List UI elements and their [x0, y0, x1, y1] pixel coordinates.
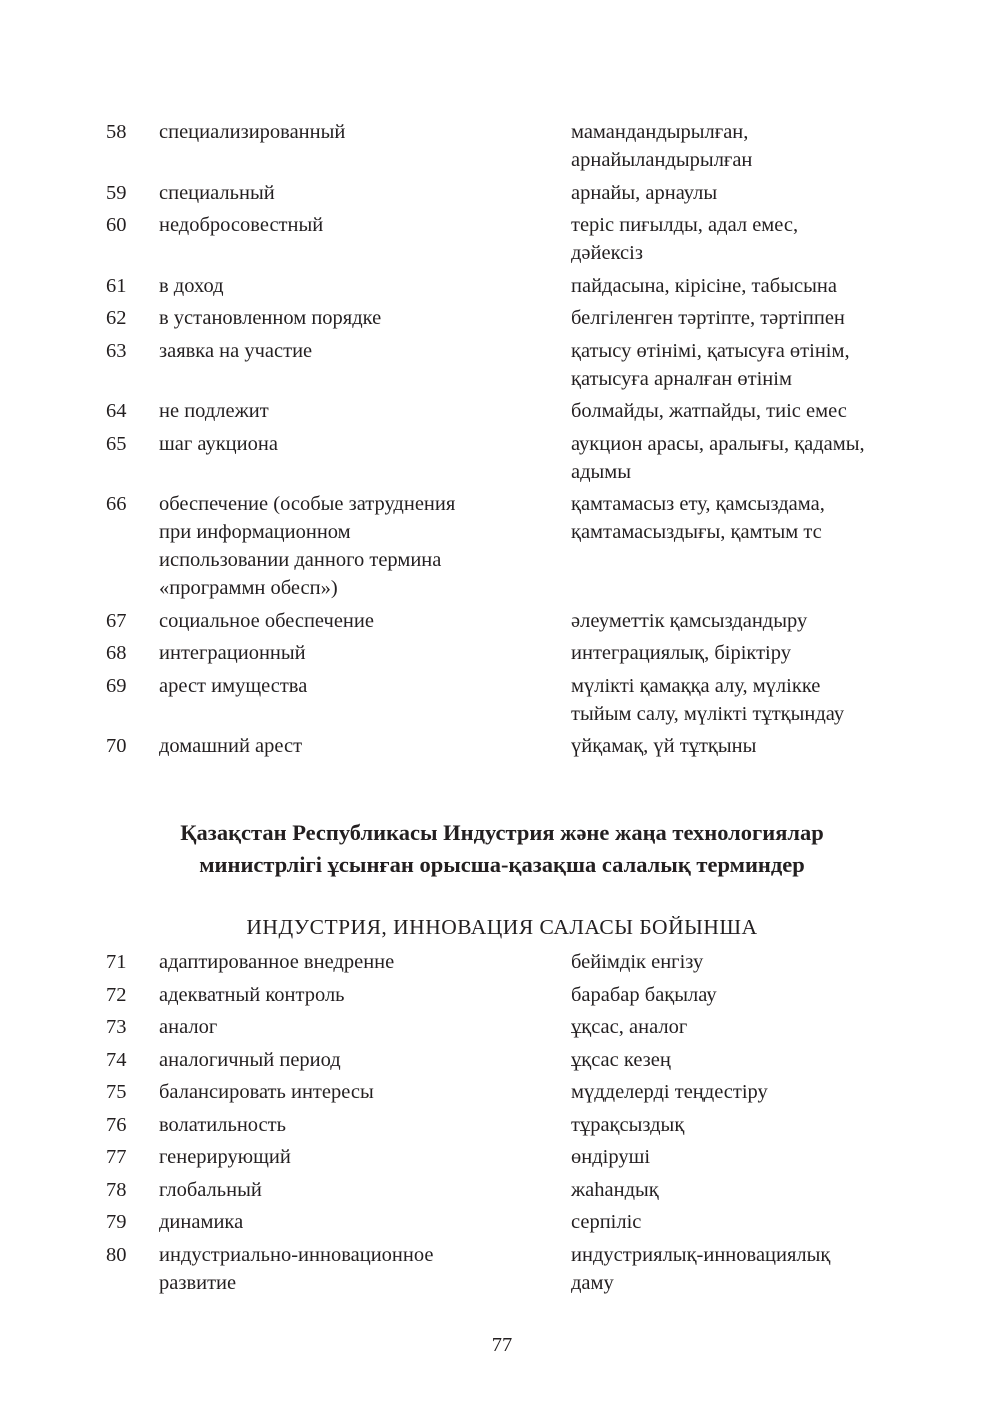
term-row: [106, 179, 926, 207]
term-kazakh: белгіленген тәртіпте, тәртіппен: [571, 307, 845, 329]
term-row: [106, 1046, 926, 1074]
term-russian: адаптированное внедренне: [159, 951, 395, 973]
term-kazakh: қатысу өтінімі, қатысуға өтінім, қатысуға арналған өтінім: [571, 339, 850, 390]
term-russian: шаг аукциона: [159, 432, 278, 455]
term-kazakh: индустриялық-инновациялық даму: [571, 1243, 831, 1294]
term-number: 66: [106, 493, 127, 515]
term-number: 73: [106, 1016, 127, 1038]
term-row: [106, 118, 926, 174]
term-row: [106, 490, 926, 602]
term-number: 80: [106, 1243, 127, 1266]
term-number: 79: [106, 1211, 127, 1233]
term-number: 62: [106, 307, 127, 329]
term-number: 67: [106, 609, 127, 632]
term-number: 58: [106, 121, 127, 143]
term-row: [106, 337, 926, 393]
term-kazakh: интеграциялық, біріктіру: [571, 642, 791, 664]
term-russian: динамика: [159, 1211, 244, 1233]
term-russian: аналог: [159, 1016, 218, 1038]
section-title: Қазақстан Республикасы Индустрия және жаңа технологиялар министрлігі ұсынған орысша-қазақша салалық терминдер: [180, 820, 824, 877]
term-row: [106, 211, 926, 267]
term-row: [106, 1208, 926, 1236]
term-russian: социальное обеспечение: [159, 609, 374, 632]
term-row: [106, 1241, 926, 1297]
term-russian: в установленном порядке: [159, 307, 382, 329]
term-row: [106, 981, 926, 1009]
term-kazakh: пайдасына, кірісіне, табысына: [571, 274, 837, 297]
term-row: [106, 1176, 926, 1204]
term-russian: балансировать интересы: [159, 1081, 374, 1103]
term-kazakh: қамтамасыз ету, қамсыздама, қамтамасыздығы, қамтым тс: [571, 493, 825, 543]
term-number: 59: [106, 181, 127, 204]
term-russian: арест имущества: [159, 674, 308, 697]
term-number: 65: [106, 432, 127, 455]
term-kazakh: мамандандырылған, арнайыландырылған: [571, 121, 753, 171]
terms-table-industry: [106, 948, 926, 1301]
term-number: 78: [106, 1178, 127, 1201]
term-russian: специальный: [159, 181, 275, 204]
term-row: [106, 272, 926, 300]
term-number: 68: [106, 642, 127, 664]
term-number: 70: [106, 735, 127, 757]
term-kazakh: үйқамақ, үй тұтқыны: [571, 735, 757, 757]
page-number: 77: [491, 1334, 513, 1356]
term-row: [106, 430, 926, 486]
term-kazakh: теріс пиғылды, адал емес, дәйексіз: [571, 214, 799, 264]
term-row: [106, 1143, 926, 1171]
term-number: 69: [106, 674, 127, 697]
term-kazakh: аукцион арасы, аралығы, қадамы, адымы: [571, 432, 865, 483]
term-kazakh: әлеуметтік қамсыздандыру: [571, 609, 808, 632]
term-number: 61: [106, 274, 127, 297]
term-kazakh: арнайы, арнаулы: [571, 181, 718, 204]
term-russian: не подлежит: [159, 400, 269, 422]
term-russian: заявка на участие: [159, 339, 313, 362]
term-row: [106, 948, 926, 976]
term-russian: индустриально-инновационное развитие: [159, 1243, 434, 1294]
term-russian: волатильность: [159, 1113, 286, 1136]
term-number: 74: [106, 1048, 127, 1071]
term-row: [106, 304, 926, 332]
term-russian: в доход: [159, 274, 224, 297]
term-row: [106, 639, 926, 667]
term-kazakh: болмайды, жатпайды, тиіс емес: [571, 400, 847, 422]
term-kazakh: бейімдік енгізу: [571, 951, 704, 973]
term-russian: аналогичный период: [159, 1048, 341, 1071]
term-russian: адекватный контроль: [159, 983, 345, 1006]
term-number: 60: [106, 214, 127, 236]
term-russian: интеграционный: [159, 642, 306, 664]
term-number: 72: [106, 983, 127, 1006]
term-kazakh: өндіруші: [571, 1146, 651, 1168]
term-row: [106, 607, 926, 635]
term-row: [106, 1078, 926, 1106]
term-kazakh: мүдделерді теңдестіру: [571, 1081, 768, 1103]
term-number: 63: [106, 339, 127, 362]
term-row: [106, 1111, 926, 1139]
term-row: [106, 672, 926, 728]
term-row: [106, 1013, 926, 1041]
term-number: 64: [106, 400, 127, 422]
section-subtitle: ИНДУСТРИЯ, ИННОВАЦИЯ САЛАСЫ БОЙЫНША: [246, 915, 758, 939]
term-kazakh: серпіліс: [571, 1211, 642, 1233]
term-number: 77: [106, 1146, 127, 1168]
term-russian: недобросовестный: [159, 214, 324, 236]
term-row: [106, 397, 926, 425]
term-kazakh: тұрақсыздық: [571, 1113, 685, 1136]
term-row: [106, 732, 926, 760]
term-kazakh: мүлікті қамаққа алу, мүлікке тыйым салу, мүлікті тұтқындау: [571, 674, 845, 725]
term-russian: специализированный: [159, 121, 346, 143]
term-number: 76: [106, 1113, 127, 1136]
term-russian: домашний арест: [159, 735, 303, 757]
term-kazakh: жаһандық: [571, 1178, 659, 1201]
terms-table-general: [106, 118, 926, 765]
term-kazakh: ұқсас кезең: [571, 1048, 671, 1071]
term-kazakh: ұқсас, аналог: [571, 1016, 688, 1038]
term-kazakh: барабар бақылау: [571, 983, 717, 1006]
term-number: 75: [106, 1081, 127, 1103]
term-number: 71: [106, 951, 127, 973]
term-russian: генерирующий: [159, 1146, 291, 1168]
term-russian: обеспечение (особые затруднения при информационном использовании данного термина «программн обесп»): [159, 493, 456, 599]
term-russian: глобальный: [159, 1178, 262, 1201]
